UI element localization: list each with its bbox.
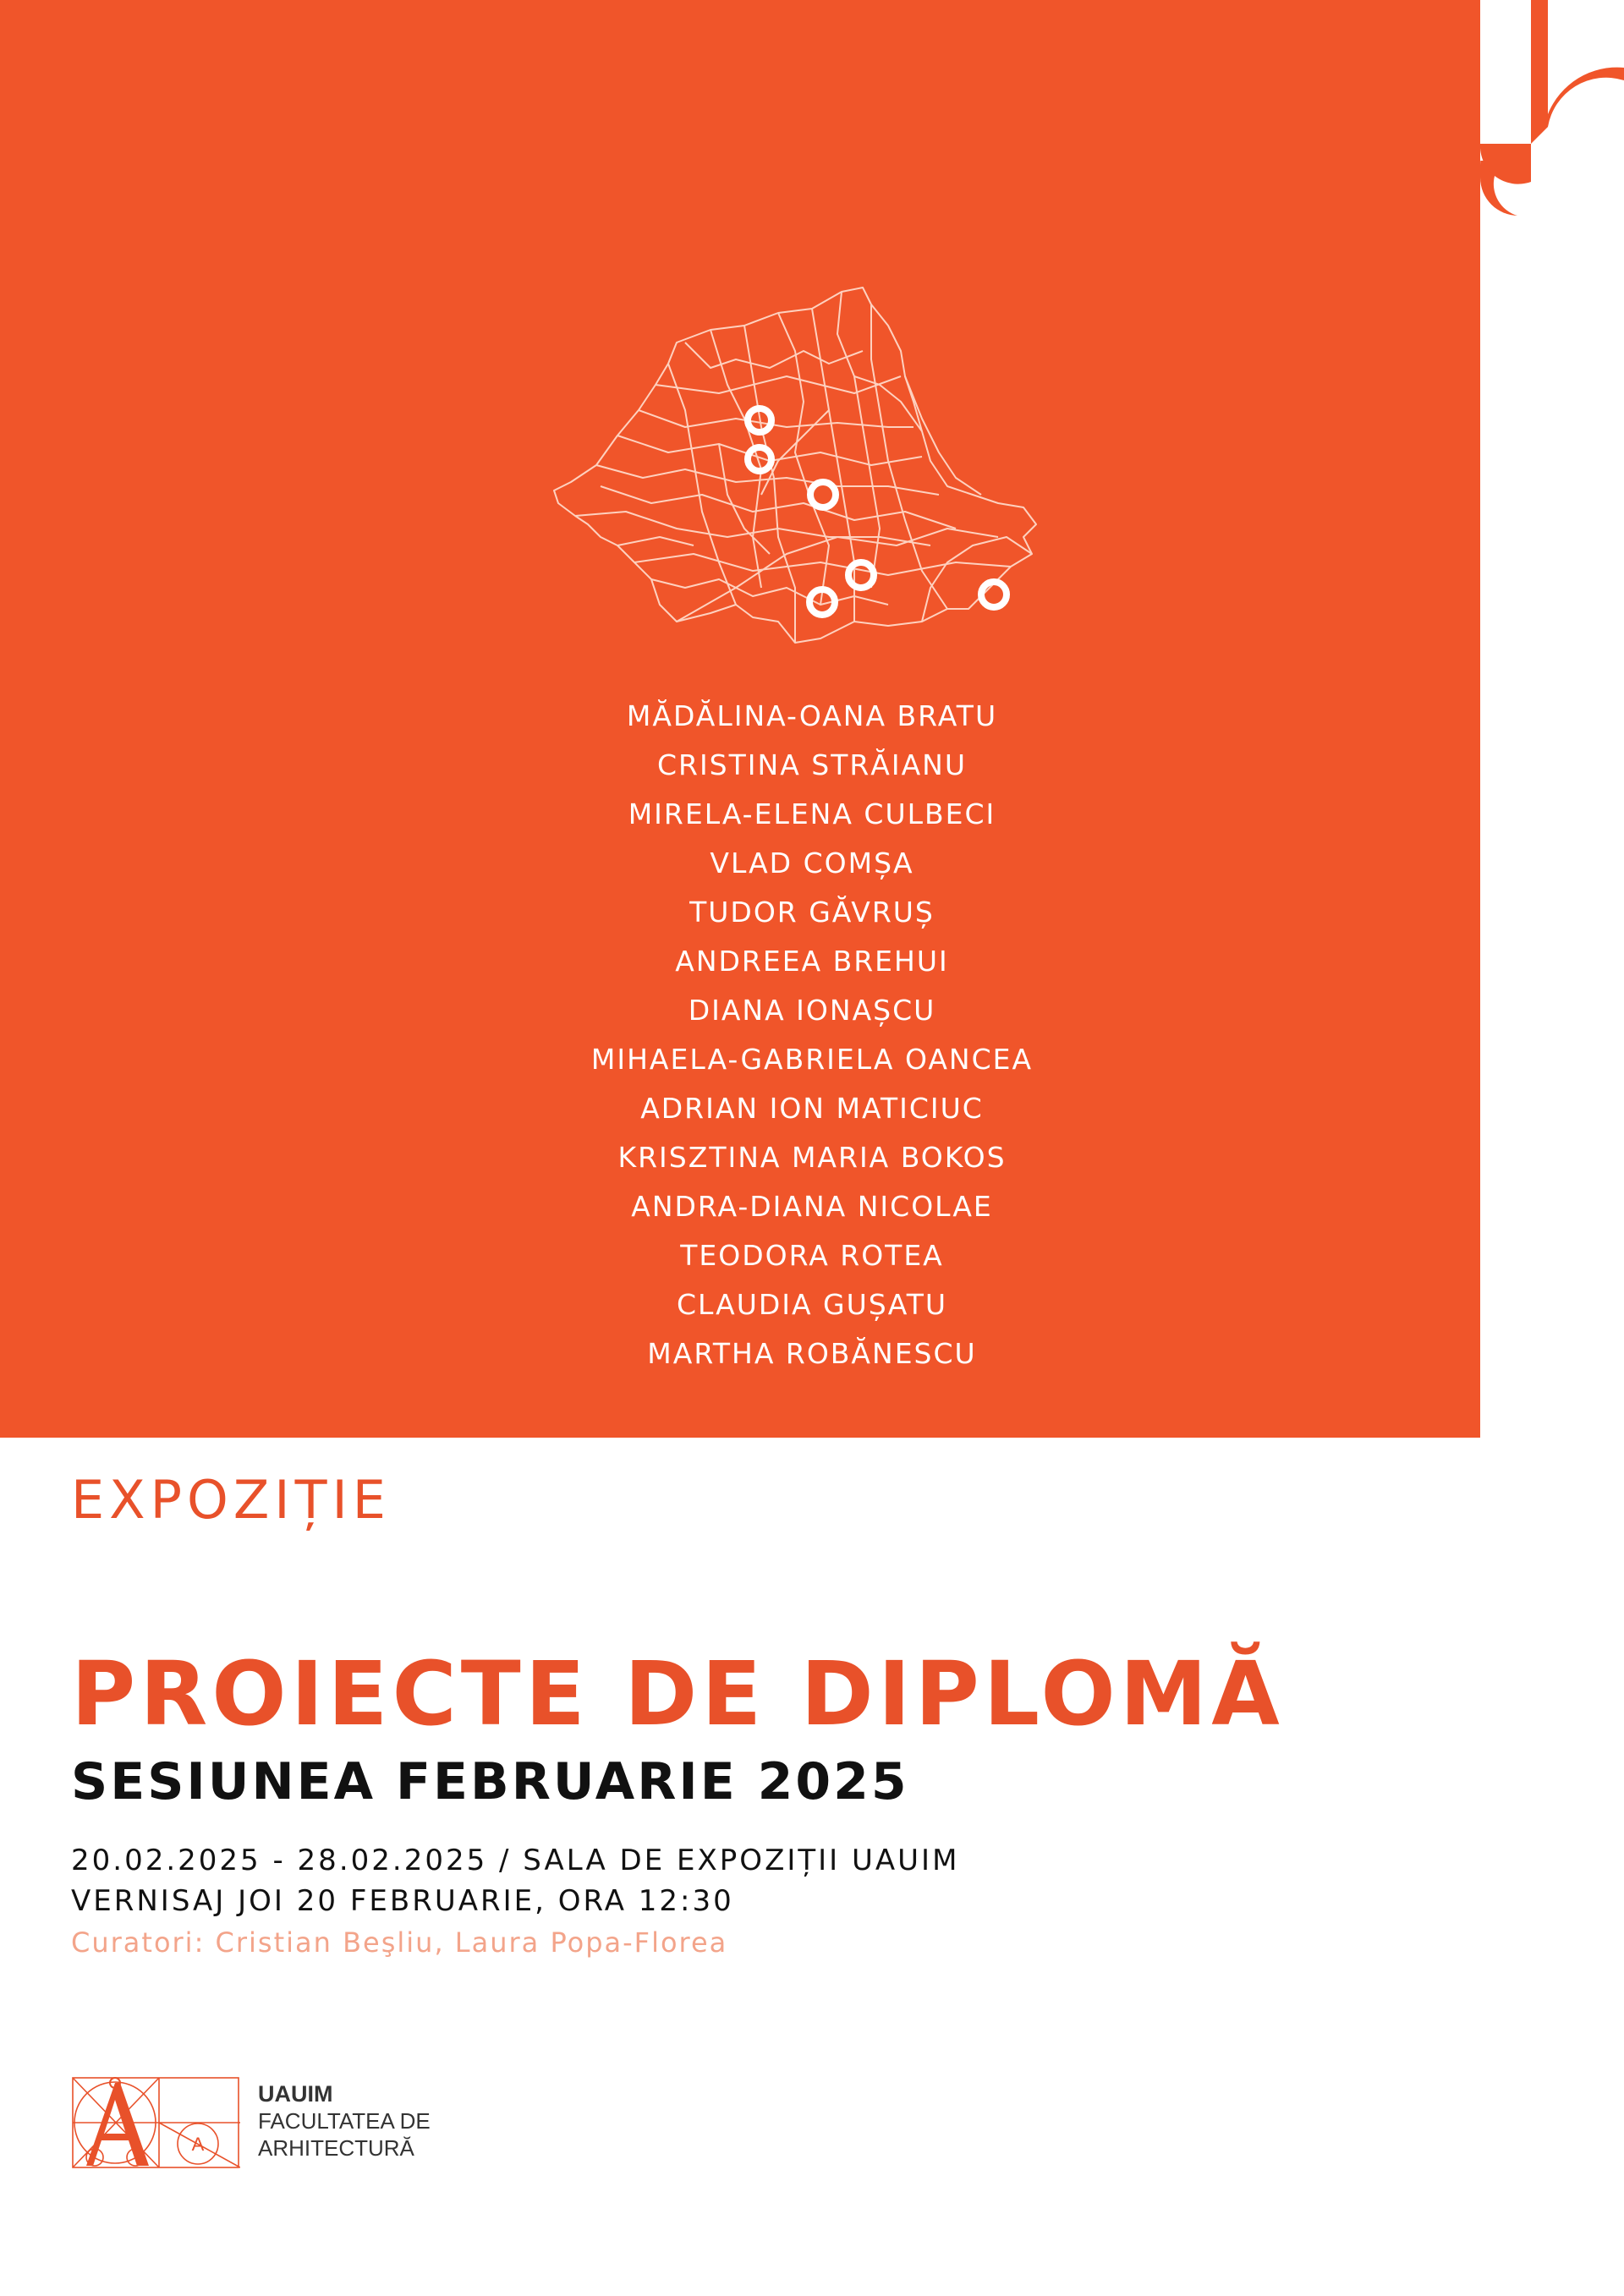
student-name: TEODORA ROTEA (680, 1239, 944, 1272)
student-name: CLAUDIA GUȘATU (676, 1288, 948, 1321)
romania-road-map (550, 283, 1057, 647)
student-name: VLAD COMȘA (710, 847, 914, 879)
brand-mark-icon (1480, 0, 1624, 254)
curators: Curatori: Cristian Beşliu, Laura Popa-Florea (71, 1926, 728, 1959)
student-name: MARTHA ROBĂNESCU (647, 1337, 977, 1370)
student-name: DIANA IONAȘCU (688, 994, 936, 1027)
student-name: MIHAELA-GABRIELA OANCEA (590, 1043, 1034, 1076)
svg-text:A: A (191, 2134, 205, 2155)
student-name: ADRIAN ION MATICIUC (640, 1092, 984, 1125)
event-type: EXPOZIȚIE (71, 1469, 391, 1531)
faculty-logo-icon (71, 2076, 240, 2169)
student-name: TUDOR GĂVRUȘ (689, 896, 935, 929)
student-name: ANDRA-DIANA NICOLAE (631, 1190, 993, 1223)
faculty-logo-text (258, 2080, 431, 2162)
opening-info: VERNISAJ JOI 20 FEBRUARIE, ORA 12:30 (71, 1884, 734, 1918)
dates-venue: 20.02.2025 - 28.02.2025 / SALA DE EXPOZIȚII UAUIM (71, 1844, 960, 1877)
page-title: PROIECTE DE DIPLOMĂ (71, 1642, 1284, 1745)
student-name: MIRELA-ELENA CULBECI (628, 797, 996, 830)
logo-line-1: UAUIM (258, 2081, 333, 2107)
logo-line-3: ARHITECTURĂ (258, 2135, 414, 2161)
student-name: KRISZTINA MARIA BOKOS (617, 1141, 1007, 1174)
session-subtitle: SESIUNEA FEBRUARIE 2025 (71, 1752, 909, 1811)
student-name: CRISTINA STRĂIANU (656, 748, 968, 781)
student-name: MĂDĂLINA-OANA BRATU (626, 699, 998, 732)
student-name: ANDREEA BREHUI (675, 945, 949, 978)
logo-line-2: FACULTATEA DE (258, 2108, 431, 2134)
student-name-list (0, 692, 1624, 1378)
